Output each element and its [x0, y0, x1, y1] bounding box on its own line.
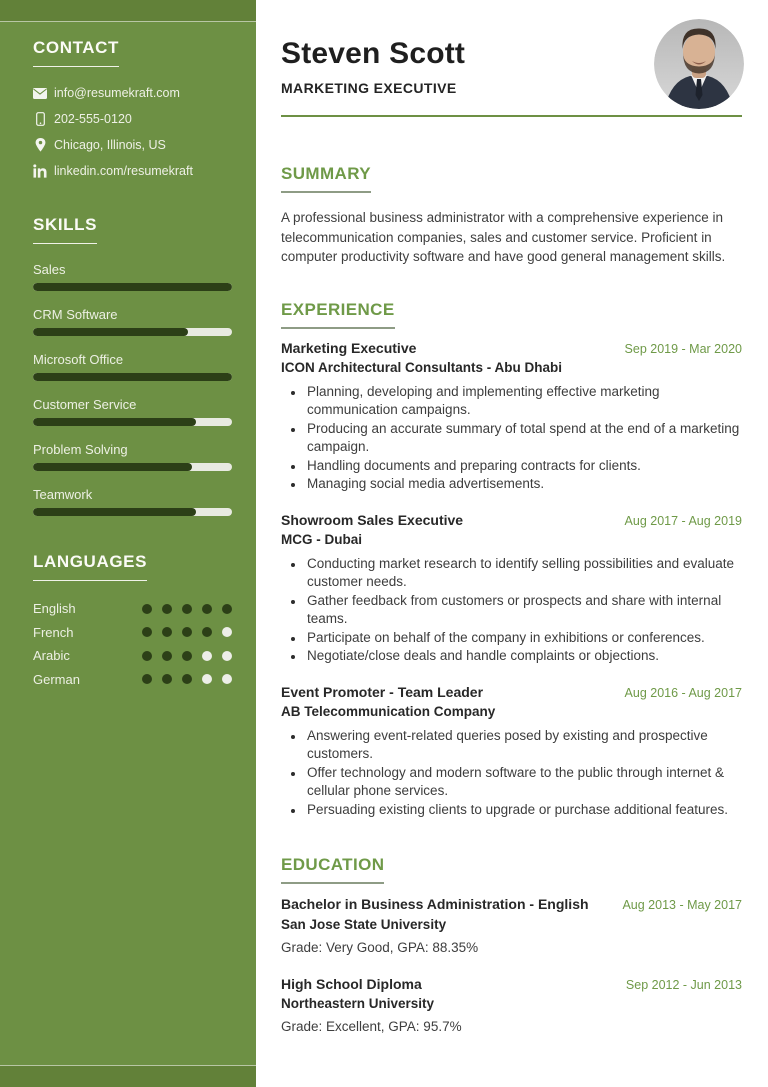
contact-phone-text: 202-555-0120 — [54, 112, 132, 126]
summary-section — [281, 164, 742, 267]
profile-photo — [654, 19, 744, 109]
contact-item-email — [33, 86, 232, 100]
person-name: Steven Scott — [281, 37, 466, 70]
job-bullet: • Handling documents and preparing contracts for clients. — [305, 457, 742, 476]
contact-item-location — [33, 138, 232, 152]
contact-email-text: info@resumekraft.com — [54, 86, 180, 100]
language-label: Arabic — [33, 648, 70, 664]
skill-bar-track — [33, 463, 232, 471]
skill-bar-fill — [33, 373, 232, 381]
job-entry — [281, 512, 742, 666]
education-dates: Aug 2013 - May 2017 — [622, 898, 742, 912]
job-title: Event Promoter - Team Leader — [281, 683, 484, 700]
language-level-dots — [142, 674, 232, 684]
resume-header — [281, 38, 742, 117]
sidebar-content — [33, 22, 232, 691]
job-bullet: • Producing an accurate summary of total spend at the end of a marketing campaign. — [305, 420, 742, 457]
location-pin-icon — [33, 138, 47, 152]
level-dot — [162, 604, 172, 614]
summary-heading: SUMMARY — [281, 164, 371, 193]
main-content — [256, 0, 768, 1087]
skill-label: Teamwork — [33, 487, 93, 502]
level-dot — [222, 627, 232, 637]
skill-label: Problem Solving — [33, 442, 128, 457]
skill-bar-fill — [33, 508, 196, 516]
sidebar — [0, 0, 256, 1087]
level-dot — [182, 674, 192, 684]
skills-section — [33, 215, 232, 516]
job-bullet-list — [281, 555, 742, 666]
level-dot — [162, 674, 172, 684]
level-dot — [182, 604, 192, 614]
level-dot — [202, 674, 212, 684]
language-label: German — [33, 671, 80, 687]
skill-item — [33, 352, 232, 381]
job-dates: Aug 2017 - Aug 2019 — [624, 513, 742, 528]
languages-section — [33, 552, 232, 691]
experience-section — [281, 300, 742, 820]
language-label: English — [33, 601, 76, 617]
job-title: Marketing Executive — [281, 339, 417, 356]
level-dot — [202, 604, 212, 614]
skill-item — [33, 307, 232, 336]
skill-label: Sales — [33, 262, 66, 277]
level-dot — [182, 651, 192, 661]
job-bullet: • Managing social media advertisements. — [305, 475, 742, 494]
job-bullet: • Gather feedback from customers or prospects and share with internal teams. — [305, 592, 742, 629]
education-heading: EDUCATION — [281, 855, 384, 884]
contact-item-phone — [33, 112, 232, 126]
job-company: ICON Architectural Consultants - Abu Dhabi — [281, 359, 563, 375]
skill-item — [33, 442, 232, 471]
level-dot — [142, 674, 152, 684]
education-section — [281, 855, 742, 1034]
education-grade: Grade: Very Good, GPA: 88.35% — [281, 939, 479, 955]
job-bullet: • Negotiate/close deals and handle complaints or objections. — [305, 647, 742, 666]
skill-item — [33, 397, 232, 426]
sidebar-bottom-band — [0, 1065, 256, 1087]
education-grade: Grade: Excellent, GPA: 95.7% — [281, 1019, 462, 1034]
language-row — [33, 644, 232, 668]
job-bullet-list — [281, 383, 742, 494]
skill-label: CRM Software — [33, 307, 118, 322]
level-dot — [142, 651, 152, 661]
job-company: MCG - Dubai — [281, 531, 362, 547]
job-dates: Aug 2016 - Aug 2017 — [624, 685, 742, 700]
level-dot — [162, 651, 172, 661]
phone-icon — [33, 112, 47, 126]
education-dates: Sep 2012 - Jun 2013 — [625, 977, 742, 992]
skill-bar-track — [33, 373, 232, 381]
level-dot — [222, 674, 232, 684]
language-level-dots — [142, 627, 232, 637]
education-entry — [281, 896, 742, 955]
education-title-row — [281, 976, 742, 994]
language-level-dots — [142, 604, 232, 614]
job-company: AB Telecommunication Company — [281, 703, 496, 719]
person-role: MARKETING EXECUTIVE — [281, 80, 457, 96]
language-label: French — [33, 624, 74, 640]
skill-bar-fill — [33, 463, 192, 471]
skill-item — [33, 262, 232, 291]
level-dot — [162, 627, 172, 637]
contact-location-text: Chicago, Illinois, US — [54, 138, 166, 152]
contact-section — [33, 38, 232, 178]
skill-label: Customer Service — [33, 397, 137, 412]
contact-list — [33, 86, 232, 178]
job-bullet-list — [281, 727, 742, 820]
level-dot — [222, 651, 232, 661]
level-dot — [222, 604, 232, 614]
language-row — [33, 621, 232, 645]
education-degree: High School Diploma — [281, 975, 422, 992]
job-bullet: • Answering event-related queries posed by existing and prospective customers. — [305, 727, 742, 764]
skill-label: Microsoft Office — [33, 352, 124, 367]
education-degree: Bachelor in Business Administration - English — [281, 896, 589, 912]
job-bullet: • Persuading existing clients to upgrade or purchase additional features. — [305, 801, 742, 820]
languages-list — [33, 597, 232, 691]
skill-bar-fill — [33, 328, 188, 336]
skill-item — [33, 487, 232, 516]
linkedin-icon — [33, 164, 47, 178]
sidebar-top-band — [0, 0, 256, 22]
job-title-row — [281, 684, 742, 701]
mail-icon — [33, 86, 47, 100]
job-bullet: • Participate on behalf of the company in exhibitions or conferences. — [305, 629, 742, 648]
job-title-row — [281, 340, 742, 357]
contact-heading: CONTACT — [33, 38, 119, 67]
skills-heading: SKILLS — [33, 215, 97, 244]
education-school: Northeastern University — [281, 996, 435, 1011]
level-dot — [142, 627, 152, 637]
job-bullet: • Planning, developing and implementing effective marketing communication campaigns. — [305, 383, 742, 420]
skill-bar-fill — [33, 283, 232, 291]
job-entry — [281, 340, 742, 494]
level-dot — [142, 604, 152, 614]
level-dot — [182, 627, 192, 637]
contact-linkedin-text: linkedin.com/resumekraft — [54, 164, 193, 178]
education-entry — [281, 976, 742, 1035]
skill-bar-track — [33, 418, 232, 426]
skill-bar-track — [33, 508, 232, 516]
job-dates: Sep 2019 - Mar 2020 — [624, 341, 742, 356]
summary-text: A professional business administrator with a comprehensive experience in telecommunication companies, sales and customer service. Proficient in computer productivity software and have good general management skills. — [281, 210, 726, 264]
education-title-row — [281, 896, 742, 914]
education-school: San Jose State University — [281, 916, 447, 932]
experience-heading: EXPERIENCE — [281, 300, 395, 329]
job-bullet: • Conducting market research to identify selling possibilities and evaluate customer needs. — [305, 555, 742, 592]
skill-bar-fill — [33, 418, 196, 426]
languages-heading: LANGUAGES — [33, 552, 147, 581]
level-dot — [202, 627, 212, 637]
contact-item-linkedin — [33, 164, 232, 178]
job-title: Showroom Sales Executive — [281, 511, 464, 528]
job-bullet: • Offer technology and modern software to the public through internet & cellular phone services. — [305, 764, 742, 801]
skill-bar-track — [33, 283, 232, 291]
language-row — [33, 597, 232, 621]
language-level-dots — [142, 651, 232, 661]
job-entry — [281, 684, 742, 820]
level-dot — [202, 651, 212, 661]
header-divider — [281, 115, 742, 117]
language-row — [33, 668, 232, 692]
skill-bar-track — [33, 328, 232, 336]
job-title-row — [281, 512, 742, 529]
